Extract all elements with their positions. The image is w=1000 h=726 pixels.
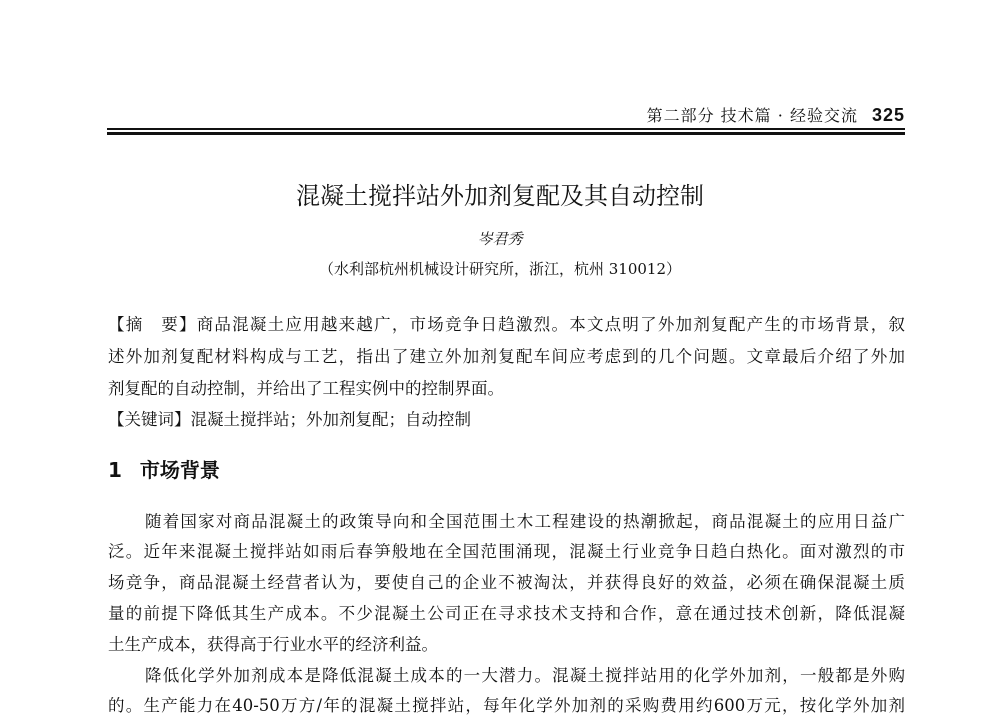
body-line: 量的前提下降低其生产成本。不少混凝土公司正在寻求技术支持和合作，意在通过技术创新，降低混凝: [108, 604, 905, 623]
abstract-line: 剂复配的自动控制，并给出了工程实例中的控制界面。: [108, 379, 504, 398]
affiliation: （水利部杭州机械设计研究所，浙江，杭州 310012）: [318, 260, 682, 278]
body-line: 场竞争，商品混凝土经营者认为，要使自己的企业不被淘汰，并获得良好的效益，必须在确保混凝土质: [108, 573, 905, 592]
body-line: 土生产成本，获得高于行业水平的经济利益。: [108, 635, 438, 654]
section-title: 市场背景: [139, 458, 220, 482]
header-rule-thick: [107, 132, 905, 135]
header-rule-thin: [107, 128, 905, 130]
body-line: 降低化学外加剂成本是降低混凝土成本的一大潜力。混凝土搅拌站用的化学外加剂，一般都是外购: [145, 666, 905, 685]
body-line: 随着国家对商品混凝土的政策导向和全国范围土木工程建设的热潮掀起，商品混凝土的应用日益广: [145, 512, 905, 531]
abstract-line: 述外加剂复配材料构成与工艺，指出了建立外加剂复配车间应考虑到的几个问题。文章最后介绍了外加: [108, 347, 905, 366]
abstract-line: 【摘 要】商品混凝土应用越来越广，市场竞争日趋激烈。本文点明了外加剂复配产生的市场背景，叙: [108, 315, 905, 334]
section-number: 1: [108, 458, 122, 482]
running-header: [647, 103, 905, 126]
body-line: 泛。近年来混凝土搅拌站如雨后春笋般地在全国范围涌现，混凝土行业竞争日趋白热化。面对激烈的市: [108, 542, 905, 561]
author: 岑君秀: [477, 230, 523, 248]
keywords: 【关键词】混凝土搅拌站；外加剂复配；自动控制: [108, 410, 471, 429]
body-line: 的。生产能力在40-50万方/年的混凝土搅拌站，每年化学外加剂的采购费用约600万元，按化学外加剂: [108, 696, 905, 715]
article-title: 混凝土搅拌站外加剂复配及其自动控制: [296, 182, 704, 210]
section-heading: [108, 454, 220, 483]
page-number: 325: [871, 105, 905, 125]
running-header-section: 第二部分 技术篇 · 经验交流: [646, 106, 858, 125]
